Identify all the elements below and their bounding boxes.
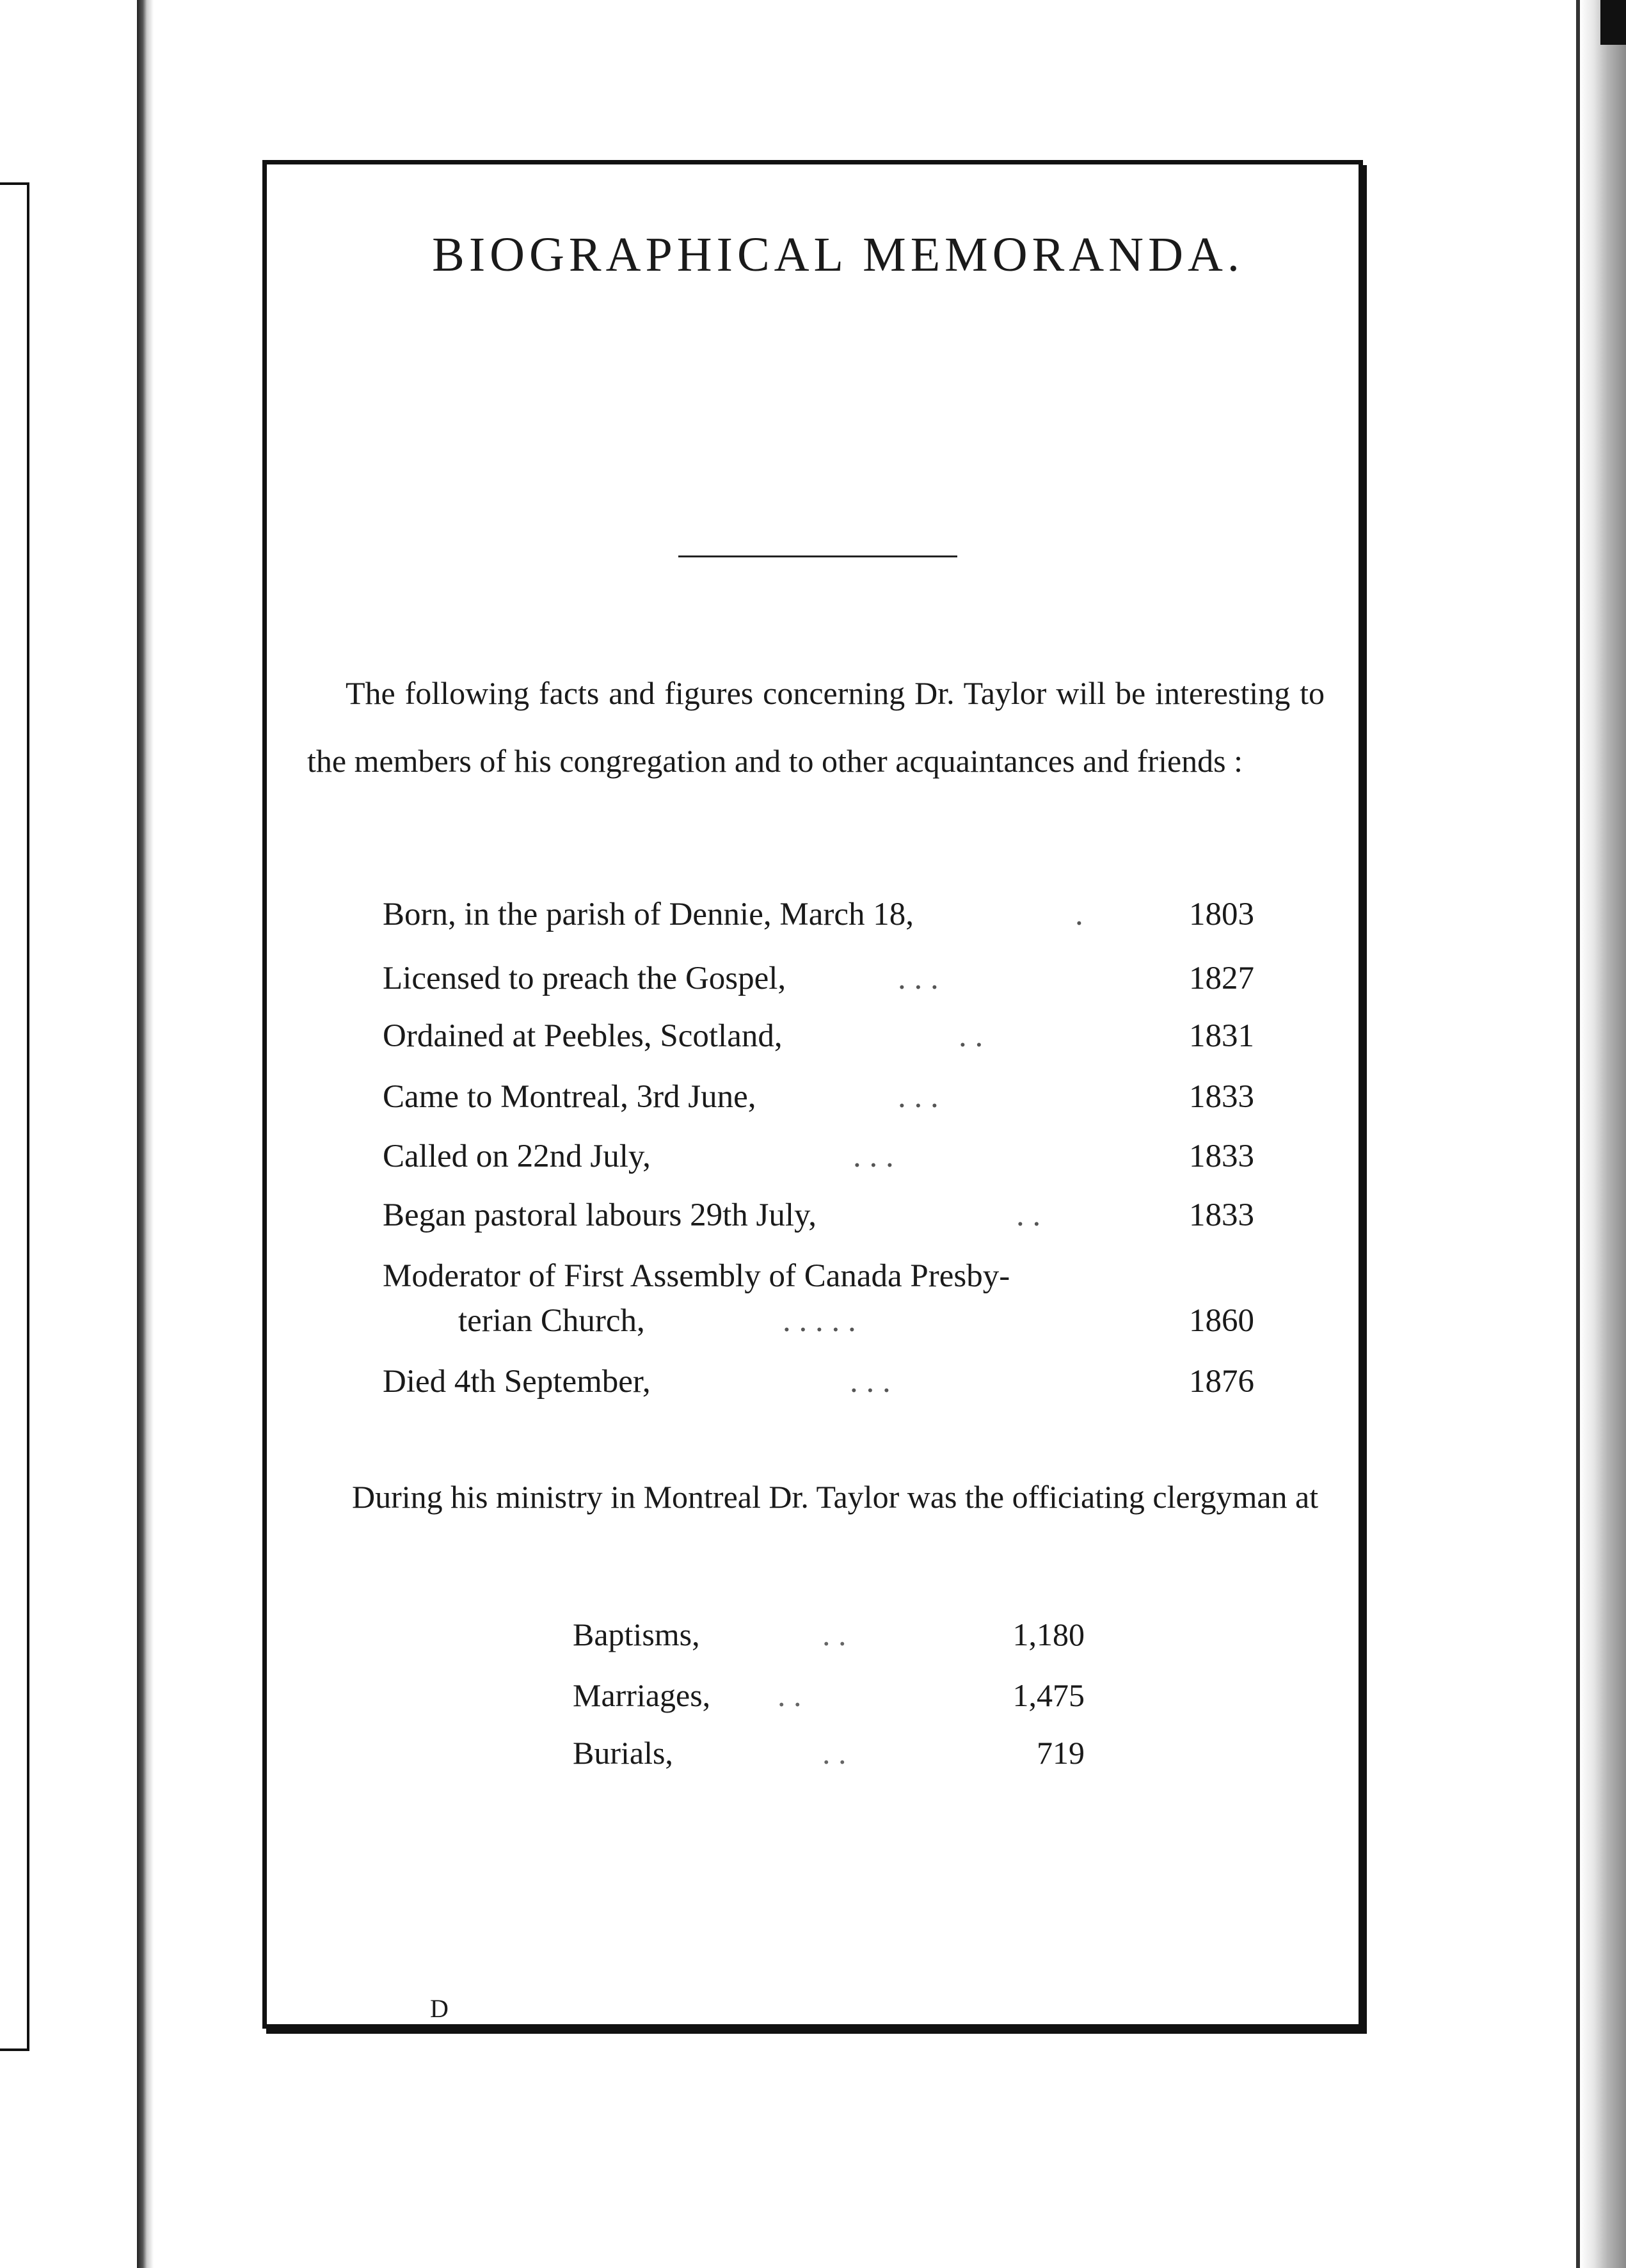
stat-row (573, 1734, 1085, 1779)
stat-value: 719 (1037, 1735, 1085, 1771)
stat-leader-dots: . . (822, 1735, 847, 1771)
intro-paragraph: The following facts and figures concerning Dr. Taylor will be interesting to the members of his congregation and to other acquaintances and friends : (307, 675, 1325, 779)
fact-leader-dots: . . . (853, 1138, 894, 1174)
fact-year: 1833 (1189, 1197, 1254, 1233)
fact-leader-dots: . . . . . (783, 1303, 856, 1339)
fact-label: Licensed to preach the Gospel, (383, 961, 786, 996)
fact-row (383, 896, 1266, 941)
fact-leader-dots: . . . (898, 1079, 939, 1115)
fact-year: 1876 (1189, 1364, 1254, 1400)
stat-label: Burials, (573, 1735, 673, 1771)
stat-leader-dots: . . (777, 1677, 802, 1713)
fact-year: 1803 (1189, 897, 1254, 932)
fact-label: Came to Montreal, 3rd June, (383, 1079, 756, 1115)
fact-label: Died 4th September, (383, 1364, 651, 1400)
fact-leader-dots: . . . (898, 961, 939, 996)
fact-leader-dots: . . (959, 1018, 984, 1054)
stat-row (573, 1616, 1085, 1661)
page-title: BIOGRAPHICAL MEMORANDA. (432, 228, 1244, 282)
fact-leader-dots: . (1075, 897, 1083, 932)
fact-year: 1827 (1189, 961, 1254, 996)
fact-row (383, 1138, 1266, 1183)
fact-leader-dots: . . . (850, 1364, 891, 1400)
fact-row (383, 1258, 1266, 1302)
fact-row (383, 1197, 1266, 1242)
fact-row (383, 960, 1266, 1005)
fact-row (383, 1078, 1266, 1123)
fact-label: Began pastoral labours 29th July, (383, 1197, 817, 1233)
stat-label: Marriages, (573, 1677, 711, 1713)
stat-row (573, 1677, 1085, 1721)
fact-year: 1831 (1189, 1018, 1254, 1054)
fact-row (383, 1363, 1266, 1408)
fact-year: 1860 (1189, 1303, 1254, 1339)
ministry-paragraph: During his ministry in Montreal Dr. Taylor was the officiating clergyman at (352, 1479, 1319, 1515)
fact-leader-dots: . . (1016, 1197, 1041, 1233)
stat-value: 1,475 (1012, 1677, 1085, 1713)
fact-label: terian Church, (458, 1303, 645, 1339)
stat-label: Baptisms, (573, 1617, 700, 1652)
fact-year: 1833 (1189, 1079, 1254, 1115)
signature-mark: D (430, 1994, 449, 2023)
stat-value: 1,180 (1012, 1617, 1085, 1652)
fact-label: Called on 22nd July, (383, 1138, 651, 1174)
fact-year: 1833 (1189, 1138, 1254, 1174)
fact-row (383, 1302, 1266, 1347)
fact-label: Moderator of First Assembly of Canada Presby- (383, 1258, 1010, 1294)
stat-leader-dots: . . (822, 1617, 847, 1652)
fact-label: Born, in the parish of Dennie, March 18, (383, 897, 914, 932)
fact-row (383, 1018, 1266, 1062)
fact-label: Ordained at Peebles, Scotland, (383, 1018, 783, 1054)
